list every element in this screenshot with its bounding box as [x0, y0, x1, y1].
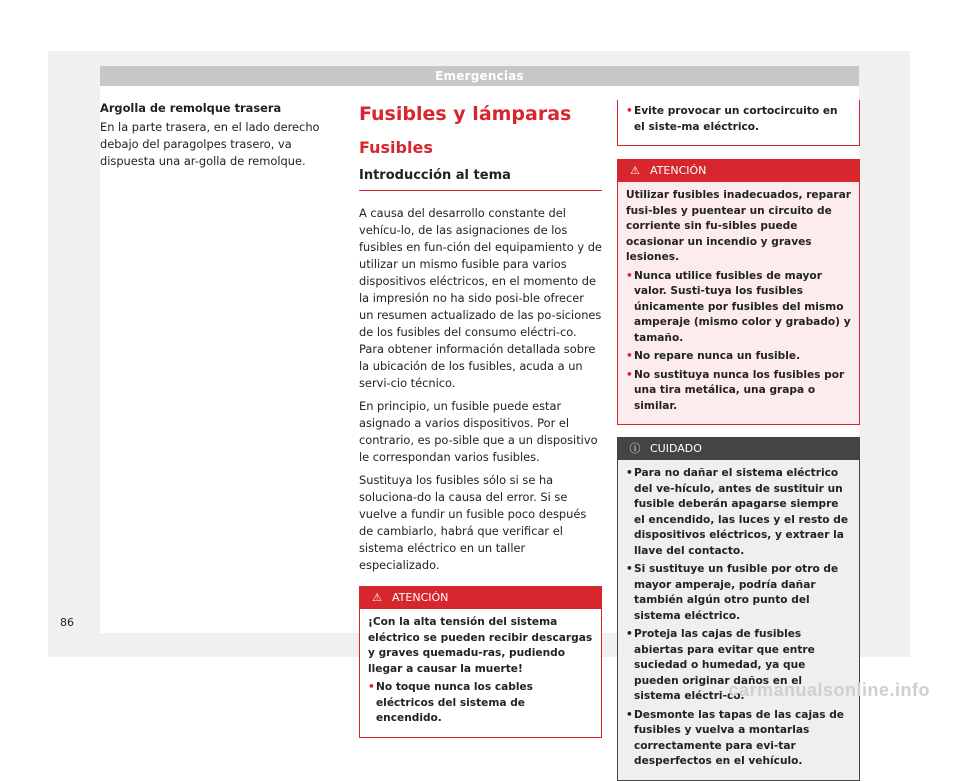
caution-box: [617, 437, 860, 781]
section-header: Emergencias: [100, 66, 859, 86]
list-item: • Para no dañar el sistema eléctrico del ve-hículo, antes de sustituir un fusible deberán apagarse siempre el encendido, las luces y el resto de dispositivos eléctricos, y extraer la llave del contacto.: [626, 466, 851, 559]
bullet-icon: •: [626, 628, 633, 640]
list-item: • No toque nunca los cables eléctricos del sistema de encendido.: [368, 680, 593, 727]
subheading-towing-eye: Argolla de remolque trasera: [100, 101, 282, 115]
bullet-icon: •: [626, 467, 633, 479]
bullet-icon: •: [626, 269, 633, 282]
column-left: [100, 100, 345, 176]
warning-box-body: [618, 182, 859, 424]
warning-intro: Utilizar fusibles inadecuados, reparar fusi-bles y puentear un circuito de corriente sin fu-sibles puede ocasionar un incendio y graves lesiones.: [626, 189, 851, 263]
warning-triangle-icon: ⚠: [372, 591, 382, 604]
list-item: • No repare nunca un fusible.: [626, 349, 851, 365]
warning-box-header: ⚠ ATENCIÓN: [360, 587, 601, 609]
list-item: • Evite provocar un cortocircuito en el siste-ma eléctrico.: [626, 104, 851, 135]
paragraph-1: A causa del desarrollo constante del vehícu-lo, de las asignaciones de los fusibles en fun-ción del equipamiento y de utilizar un mismo fusible para varios dispositivos eléctricos, en el momento de la impresión no ha sido posi-ble ofrecer un resumen actualizado de las po-siciones de los fusibles del consumo eléctri-co. Para obtener información detallada sobre la ubicación de los fusibles, acuda a un servi-cio técnico.: [359, 206, 602, 390]
column-right: [617, 100, 860, 781]
list-item: • Desmonte las tapas de las cajas de fusibles y vuelva a montarlas correctamente para evi-tar desperfectos en el vehículo.: [626, 708, 851, 770]
bullet-icon: •: [626, 368, 633, 381]
caution-box-body: [618, 460, 859, 780]
heading-fuses-lamps: Fusibles y lámparas: [359, 103, 572, 125]
warning-box-1: [359, 586, 602, 738]
column-middle: [359, 100, 602, 738]
caution-box-header: ⓘ CUIDADO: [618, 438, 859, 460]
warning-intro: ¡Con la alta tensión del sistema eléctrico se pueden recibir descargas y graves quemadu-ras, pudiendo llegar a causar la muerte!: [368, 616, 593, 675]
warning-box-body: [360, 609, 601, 737]
bullet-icon: •: [626, 708, 633, 721]
info-circle-icon: ⓘ: [629, 442, 641, 455]
warning-triangle-icon: ⚠: [630, 164, 640, 177]
list-item: • Proteja las cajas de fusibles abiertas para evitar que entre suciedad o humedad, ya que pueden originar daños en el sistema eléctri-co.: [626, 627, 851, 705]
warning-box-2: [617, 159, 860, 425]
bullet-icon: •: [626, 563, 633, 575]
paragraph-3: Sustituya los fusibles sólo si se ha soluciona-do la causa del error. Si se vuelve a fundir un fusible poco después de cambiarlo, habrá que verificar el sistema eléctrico en un taller especializado.: [359, 473, 587, 572]
page-number: 86: [60, 616, 74, 629]
watermark: carmanualsonline.info: [728, 680, 930, 700]
bullet-icon: •: [626, 350, 633, 362]
paragraph-towing-eye: En la parte trasera, en el lado derecho debajo del paragolpes trasero, va dispuesta una ar-golla de remolque.: [100, 120, 320, 168]
heading-introduction: Introducción al tema: [359, 166, 602, 191]
warning-continued-box: [617, 100, 860, 146]
bullet-icon: •: [368, 681, 375, 693]
list-item: • Si sustituye un fusible por otro de mayor amperaje, podría dañar también algún otro punto del sistema eléctrico.: [626, 562, 851, 624]
paragraph-2: En principio, un fusible puede estar asignado a varios dispositivos. Por el contrario, es po-sible que a un dispositivo le correspondan varios fusibles.: [359, 399, 598, 464]
list-item: • No sustituya nunca los fusibles por una tira metálica, una grapa o similar.: [626, 368, 851, 415]
warning-box-header: ⚠ ATENCIÓN: [618, 160, 859, 182]
warning-continued-body: [618, 100, 859, 145]
heading-fuses: Fusibles: [359, 138, 433, 157]
bullet-icon: •: [626, 105, 633, 117]
list-item: • Nunca utilice fusibles de mayor valor. Susti-tuya los fusibles únicamente por fusibles del mismo amperaje (mismo color y grabado) y tamaño.: [626, 269, 851, 347]
